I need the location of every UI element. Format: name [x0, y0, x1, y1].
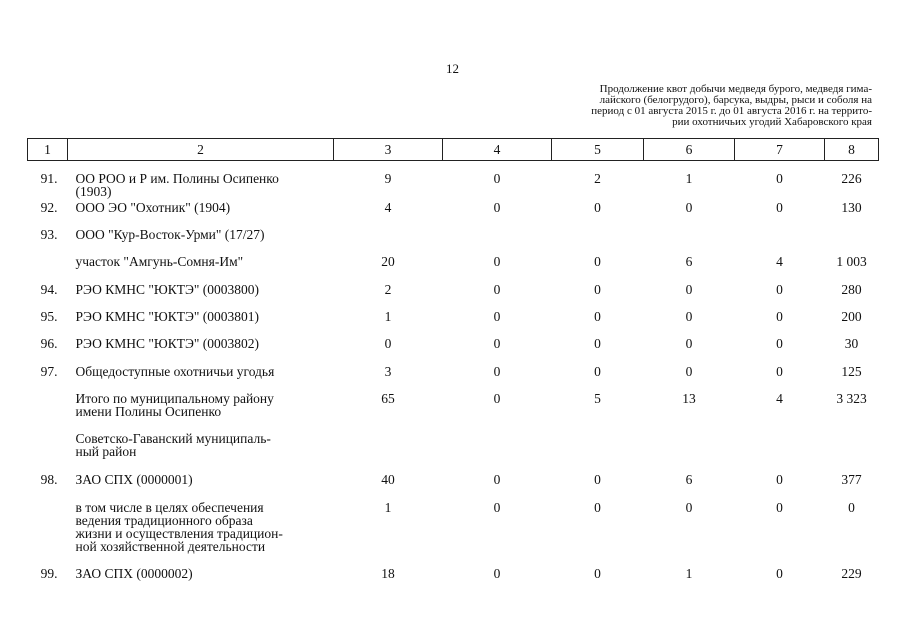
organization-name-line: ной хозяйственной деятельности — [75, 538, 266, 554]
quota-value-col3: 20 — [381, 253, 395, 269]
organization-name-line: ОО РОО и Р им. Полины Осипенко — [75, 171, 279, 186]
table-row — [28, 473, 879, 501]
quota-value-col7: 0 — [776, 335, 783, 351]
row-number: 98. — [40, 471, 58, 487]
organization-name-line: жизни и осуществления традицион- — [75, 525, 283, 541]
quota-value-col6: 13 — [682, 390, 696, 406]
header-cell: 2 — [68, 139, 334, 161]
table-row — [28, 161, 879, 201]
organization-name — [68, 473, 334, 501]
organization-name — [68, 337, 334, 365]
organization-name — [68, 310, 334, 337]
quota-value-col7: 0 — [776, 281, 783, 297]
quota-value-col6: 0 — [685, 499, 693, 515]
table-row — [28, 228, 879, 255]
quota-value-col4: 0 — [493, 471, 501, 487]
header-cell: 6 — [644, 139, 735, 161]
table-row — [28, 392, 879, 432]
quota-value-col4: 0 — [493, 281, 501, 297]
quota-value-col7: 0 — [776, 499, 783, 515]
quota-value-col6: 0 — [685, 199, 693, 215]
quota-table — [27, 138, 879, 595]
row-number — [28, 392, 68, 432]
organization-name-line: ООО "Кур-Восток-Урми" (17/27) — [75, 226, 265, 242]
quota-value-col4: 0 — [493, 390, 501, 406]
quota-value-col5: 0 — [594, 199, 601, 215]
table-row — [28, 365, 879, 392]
organization-name-line: (1903) — [75, 184, 112, 199]
quota-value-col7: 4 — [776, 390, 783, 406]
quota-value-col6 — [644, 432, 735, 473]
quota-value-col7: 4 — [776, 253, 783, 269]
quota-value-col6: 0 — [685, 281, 693, 297]
quota-value-col7 — [735, 432, 825, 473]
quota-value-col5: 0 — [594, 335, 601, 351]
organization-name — [68, 432, 334, 473]
table-row — [28, 201, 879, 228]
quota-value-col6: 0 — [685, 335, 693, 351]
quota-value-col5: 0 — [594, 565, 601, 581]
organization-name-line: имени Полины Осипенко — [75, 403, 222, 419]
header-cell: 7 — [735, 139, 825, 161]
quota-value-col8: 30 — [844, 335, 859, 351]
organization-name — [68, 501, 334, 567]
header-cell: 3 — [334, 139, 443, 161]
organization-name-line: Советско-Гаванский муниципаль- — [75, 430, 271, 446]
header-cell: 1 — [28, 139, 68, 161]
quota-value-col6: 6 — [685, 253, 693, 269]
quota-value-col3: 3 — [384, 363, 392, 379]
quota-value-col6: 0 — [685, 308, 693, 324]
page-number: 12 — [446, 61, 459, 76]
quota-value-col7: 0 — [776, 363, 783, 379]
quota-value-col8: 3 323 — [836, 390, 867, 406]
organization-name-line: ООО ЭО "Охотник" (1904) — [75, 199, 231, 215]
quota-value-col3: 0 — [384, 335, 392, 351]
quota-value-col3: 65 — [381, 390, 395, 406]
quota-value-col7: 0 — [776, 471, 783, 487]
row-number: 95. — [40, 308, 58, 324]
header-row — [28, 139, 879, 161]
quota-value-col4 — [443, 432, 552, 473]
quota-value-col6: 1 — [685, 565, 693, 581]
caption-line: лайского (белогрудого), барсука, выдры, рыси и соболя на — [599, 94, 872, 106]
organization-name — [68, 201, 334, 228]
quota-value-col5: 0 — [594, 471, 601, 487]
quota-value-col7: 0 — [776, 171, 783, 186]
table-body — [28, 161, 879, 595]
quota-value-col3 — [334, 432, 443, 473]
quota-value-col3: 9 — [384, 171, 392, 186]
table-row — [28, 255, 879, 283]
caption-line: рии охотничьих угодий Хабаровского края — [672, 116, 872, 128]
organization-name-line: ный район — [75, 443, 137, 459]
table-row — [28, 501, 879, 567]
organization-name-line: ЗАО СПХ (0000001) — [75, 471, 193, 487]
quota-value-col3 — [334, 228, 443, 255]
quota-value-col8: 200 — [841, 308, 862, 324]
row-number: 97. — [40, 363, 58, 379]
table-row — [28, 337, 879, 365]
row-number: 93. — [40, 226, 58, 242]
quota-value-col3: 1 — [384, 308, 392, 324]
organization-name-line: Итого по муниципальному району — [75, 390, 274, 406]
header-cell: 5 — [552, 139, 644, 161]
quota-value-col3: 18 — [381, 565, 395, 581]
quota-value-col7: 0 — [776, 565, 783, 581]
quota-value-col7 — [735, 228, 825, 255]
quota-value-col4: 0 — [493, 335, 501, 351]
table-row — [28, 432, 879, 473]
quota-value-col4: 0 — [493, 499, 501, 515]
quota-value-col5: 0 — [594, 499, 601, 515]
organization-name-line: в том числе в целях обеспечения — [75, 499, 264, 515]
quota-value-col5: 0 — [594, 308, 601, 324]
quota-value-col8: 0 — [848, 499, 855, 515]
quota-value-col8: 125 — [841, 363, 862, 379]
organization-name-line: Общедоступные охотничьи угодья — [75, 363, 275, 379]
quota-value-col4: 0 — [493, 565, 501, 581]
quota-value-col3: 40 — [381, 471, 395, 487]
table-row — [28, 283, 879, 310]
quota-value-col8: 130 — [841, 199, 862, 215]
organization-name — [68, 567, 334, 595]
quota-value-col6: 1 — [685, 171, 693, 186]
quota-value-col5: 0 — [594, 253, 601, 269]
quota-value-col6 — [644, 228, 735, 255]
quota-value-col7: 0 — [776, 308, 783, 324]
organization-name — [68, 228, 334, 255]
quota-value-col8 — [825, 228, 879, 255]
organization-name-line: РЭО КМНС "ЮКТЭ" (0003800) — [75, 281, 260, 297]
quota-value-col3: 1 — [384, 499, 392, 515]
quota-value-col4: 0 — [493, 308, 501, 324]
quota-value-col8: 226 — [841, 171, 862, 186]
organization-name-line: РЭО КМНС "ЮКТЭ" (0003802) — [75, 335, 260, 351]
table-caption — [536, 84, 872, 128]
row-number — [28, 501, 68, 567]
quota-value-col6: 0 — [685, 363, 693, 379]
organization-name-line: участок "Амгунь-Сомня-Им" — [75, 253, 244, 269]
quota-value-col3: 2 — [384, 281, 392, 297]
row-number: 96. — [40, 335, 58, 351]
table-row — [28, 567, 879, 595]
quota-value-col5 — [552, 432, 644, 473]
row-number: 92. — [40, 199, 58, 215]
quota-value-col5: 0 — [594, 363, 601, 379]
organization-name-line: ЗАО СПХ (0000002) — [75, 565, 193, 581]
header-cell: 8 — [825, 139, 879, 161]
row-number — [28, 432, 68, 473]
quota-value-col4: 0 — [493, 363, 501, 379]
row-number: 99. — [40, 565, 58, 581]
organization-name-line: РЭО КМНС "ЮКТЭ" (0003801) — [75, 308, 260, 324]
quota-value-col6: 6 — [685, 471, 693, 487]
organization-name — [68, 255, 334, 283]
quota-value-col5: 0 — [594, 281, 601, 297]
quota-value-col8: 1 003 — [836, 253, 867, 269]
row-number: 91. — [40, 171, 58, 186]
table-row — [28, 310, 879, 337]
quota-value-col3: 4 — [384, 199, 392, 215]
quota-value-col8: 377 — [841, 471, 862, 487]
row-number: 94. — [40, 281, 58, 297]
caption-line: период с 01 августа 2015 г. до 01 августа 2016 г. на террито- — [591, 105, 872, 117]
header-cell: 4 — [443, 139, 552, 161]
quota-value-col5 — [552, 228, 644, 255]
organization-name — [68, 283, 334, 310]
quota-value-col4: 0 — [493, 199, 501, 215]
quota-value-col8 — [825, 432, 879, 473]
quota-value-col8: 229 — [841, 565, 862, 581]
organization-name — [68, 161, 334, 201]
caption-line: Продолжение квот добычи медведя бурого, медведя гима- — [599, 83, 872, 95]
quota-value-col4 — [443, 228, 552, 255]
quota-value-col5: 2 — [594, 171, 601, 186]
quota-value-col7: 0 — [776, 199, 783, 215]
quota-value-col8: 280 — [841, 281, 862, 297]
quota-value-col4: 0 — [493, 171, 501, 186]
quota-value-col4: 0 — [493, 253, 501, 269]
row-number — [28, 255, 68, 283]
organization-name — [68, 392, 334, 432]
organization-name — [68, 365, 334, 392]
quota-value-col5: 5 — [594, 390, 601, 406]
organization-name-line: ведения традиционного образа — [75, 512, 253, 528]
